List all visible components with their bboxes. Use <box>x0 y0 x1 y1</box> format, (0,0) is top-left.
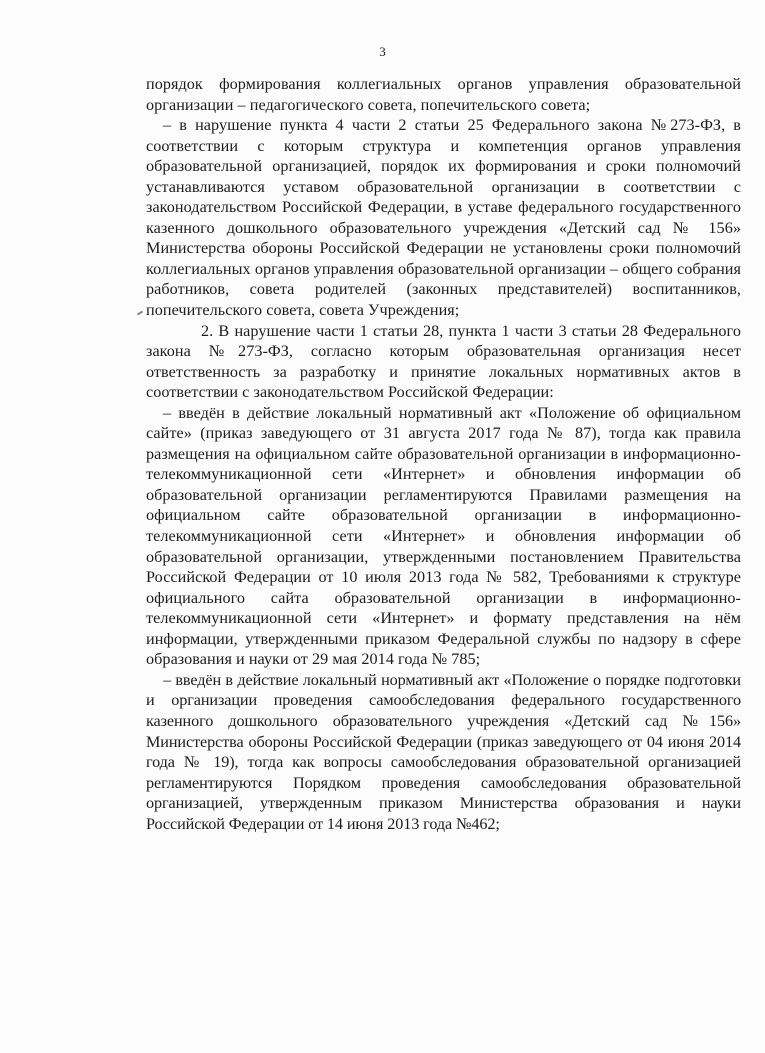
paragraph-continuation: порядок формирования коллегиальных органов управления образовательной организации – педагогического совета, попечительского совета; <box>146 75 741 114</box>
paragraph-self-assessment-regulation: – введён в действие локальный нормативный акт «Положение о порядке подготовки и организации проведения самообследования федерального государственного казенного дошкольного образовательного учреждения «Детский сад №156» Министерства обороны Российской Федерации (приказ заведующего от 04 июня 2014 года № 19), тогда как вопросы самообследования образовательной организацией регламентируются Порядком проведения самообследования образовательной организацией, утвержденным приказом Министерства образования и науки Российской Федерации от 14 июня 2013 года №462; <box>146 670 741 833</box>
scan-mark <box>137 311 143 316</box>
paragraph-violation-charter-terms: – в нарушение пункта 4 части 2 статьи 25 Федерального закона №273-ФЗ, в соответствии с которым структура и компетенция органов управления образовательной организацией, порядок их формирования и сроки полномочий устанавливаются уставом образовательной организации в соответствии с законодательством Российской Федерации, в уставе федерального государственного казенного дошкольного образовательного учреждения «Детский сад № 156» Министерства обороны Российской Федерации не установлены сроки полномочий коллегиальных органов управления образовательной организации – общего собрания работников, совета родителей (законных представителей) воспитанников, попечительского совета, совета Учреждения; <box>146 116 741 320</box>
paragraph-item-2: 2. В нарушение части 1 статьи 28, пункта 1 части 3 статьи 28 Федерального закона №273-ФЗ, согласно которым образовательная организация несет ответственность за разработку и принятие локальных нормативных актов в соответствии с законодательством Российской Федерации: <box>146 321 741 402</box>
document-body <box>146 74 741 834</box>
page-number: 3 <box>379 44 386 59</box>
paragraph-website-regulation: – введён в действие локальный нормативный акт «Положение об официальном сайте» (приказ заведующего от 31 августа 2017 года № 87), тогда как правила размещения на официальном сайте образовательной организации в информационно-телекоммуникационной сети «Интернет» и обновления информации об образовательной организации регламентируются Правилами размещения на официальном сайте образовательной организации в информационно-телекоммуникационной сети «Интернет» и обновления информации об образовательной организации, утвержденными постановлением Правительства Российской Федерации от 10 июля 2013 года № 582, Требованиями к структуре официального сайта образовательной организации в информационно-телекоммуникационной сети «Интернет» и формату представления на нём информации, утвержденными приказом Федеральной службы по надзору в сфере образования и науки от 29 мая 2014 года № 785; <box>146 403 741 669</box>
